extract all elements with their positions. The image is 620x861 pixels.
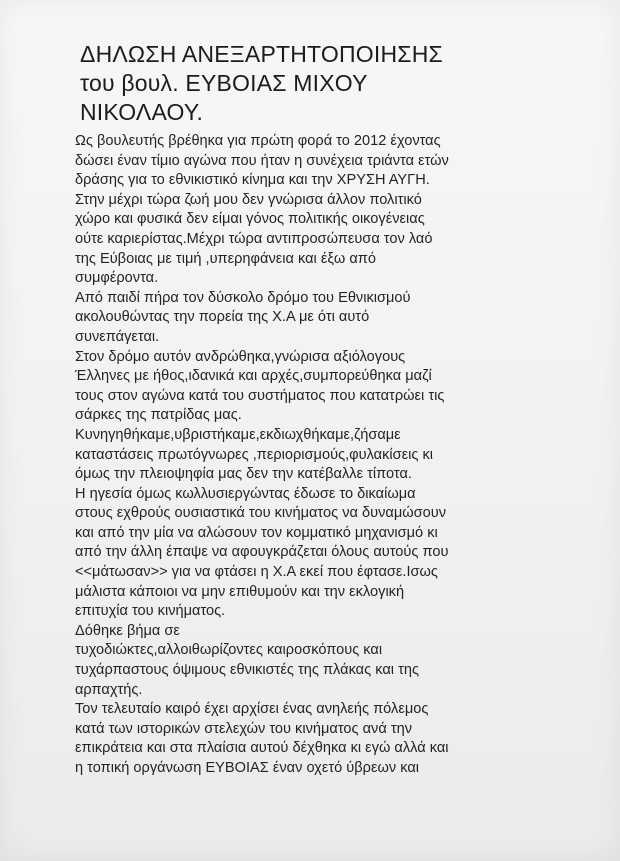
- body-text-line: η τοπική οργάνωση ΕΥΒΟΙΑΣ έναν οχετό ύβρεων και: [75, 760, 420, 776]
- body-text-line: της Εύβοιας με τιμή ,υπερηφάνεια και έξω από: [75, 250, 376, 267]
- body-text-line: Έλληνες με ήθος,ιδανικά και αρχές,συμπορεύθηκα μαζί: [75, 368, 432, 385]
- body-text-line: <<μάτωσαν>> για να φτάσει η Χ.Α εκεί που έφτασε.Ισως: [75, 564, 438, 581]
- document-title: [80, 40, 600, 127]
- body-text-line: επικράτεια και στα πλαίσια αυτού δέχθηκα κι εγώ αλλά και: [75, 740, 449, 757]
- body-text-line: τυχάρπαστους όψιμους εθνικιστές της πλάκας και της: [75, 662, 419, 679]
- body-text-line: όμως την πλειοψηφία μας δεν την κατέβαλλε τίποτα.: [75, 466, 412, 483]
- body-text-line: Στον δρόμο αυτόν ανδρώθηκα,γνώρισα αξιόλογους: [75, 348, 406, 365]
- body-text-line: ούτε καριερίστας.Μέχρι τώρα αντιπροσώπευσα τον λαό: [75, 230, 433, 247]
- title-line: του βουλ. ΕΥΒΟΙΑΣ ΜΙΧΟΥ: [80, 70, 368, 96]
- body-text-line: επιτυχία του κινήματος.: [75, 603, 226, 620]
- body-text-line: από την άλλη έπαψε να αφουγκράζεται όλους αυτούς που: [75, 544, 449, 561]
- body-text-line: Δόθηκε βήμα σε: [75, 622, 180, 639]
- body-text-line: Ως βουλευτής βρέθηκα για πρώτη φορά το 2012 έχοντας: [75, 133, 441, 149]
- body-text-line: Κυνηγηθήκαμε,υβριστήκαμε,εκδιωχθήκαμε,ζήσαμε: [75, 426, 401, 443]
- body-text-line: σάρκες της πατρίδας μας.: [75, 407, 242, 424]
- title-line: ΝΙΚΟΛΑΟΥ.: [80, 99, 204, 125]
- body-text-line: κατά των ιστορικών στελεχών του κινήματος ανά την: [75, 720, 413, 737]
- body-text-line: καταστάσεις πρωτόγνωρες ,περιορισμούς,φυλακίσεις κι: [75, 446, 434, 463]
- body-text-line: μάλιστα κάποιοι να μην επιθυμούν και την εκλογική: [75, 583, 405, 600]
- body-text-line: συνεπάγεται.: [75, 328, 160, 345]
- body-text-line: δώσει έναν τίμιο αγώνα που ήταν η συνέχεια τριάντα ετών: [75, 152, 449, 169]
- body-text-line: ακολουθώντας την πορεία της Χ.Α με ότι αυτό: [75, 309, 370, 326]
- body-text-line: Τον τελευταίο καιρό έχει αρχίσει ένας ανηλεής πόλεμος: [75, 701, 429, 718]
- body-text-line: και από την μία να αλώσουν τον κομματικό μηχανισμό κι: [75, 524, 438, 541]
- body-text-line: αρπαχτής.: [75, 681, 143, 698]
- body-text-line: Η ηγεσία όμως κωλλυσιεργώντας έδωσε το δικαίωμα: [75, 485, 416, 502]
- body-text-line: στους εχθρούς ουσιαστικά του κινήματος να δυναμώσουν: [75, 505, 447, 522]
- body-text-line: Στην μέχρι τώρα ζωή μου δεν γνώρισα άλλον πολιτικό: [75, 191, 422, 208]
- body-text-line: δράσης για το εθνικιστικό κίνημα και την ΧΡΥΣΗ ΑΥΓΗ.: [75, 172, 430, 189]
- body-text-line: Από παιδί πήρα τον δύσκολο δρόμο του Εθνικισμού: [75, 289, 411, 306]
- body-text-line: συμφέροντα.: [75, 270, 159, 287]
- body-text-line: τυχοδιώκτες,αλλοιθωρίζοντες καιροσκόπους και: [75, 642, 383, 659]
- body-text-line: τους στον αγώνα κατά του συστήματος που κατατρώει τις: [75, 387, 445, 404]
- document-body: [75, 132, 615, 779]
- body-text-line: χώρο και φυσικά δεν είμαι γόνος πολιτικής οικογένειας: [75, 211, 425, 228]
- title-line: ΔΗΛΩΣΗ ΑΝΕΞΑΡΤΗΤΟΠΟΙΗΣΗΣ: [80, 41, 443, 67]
